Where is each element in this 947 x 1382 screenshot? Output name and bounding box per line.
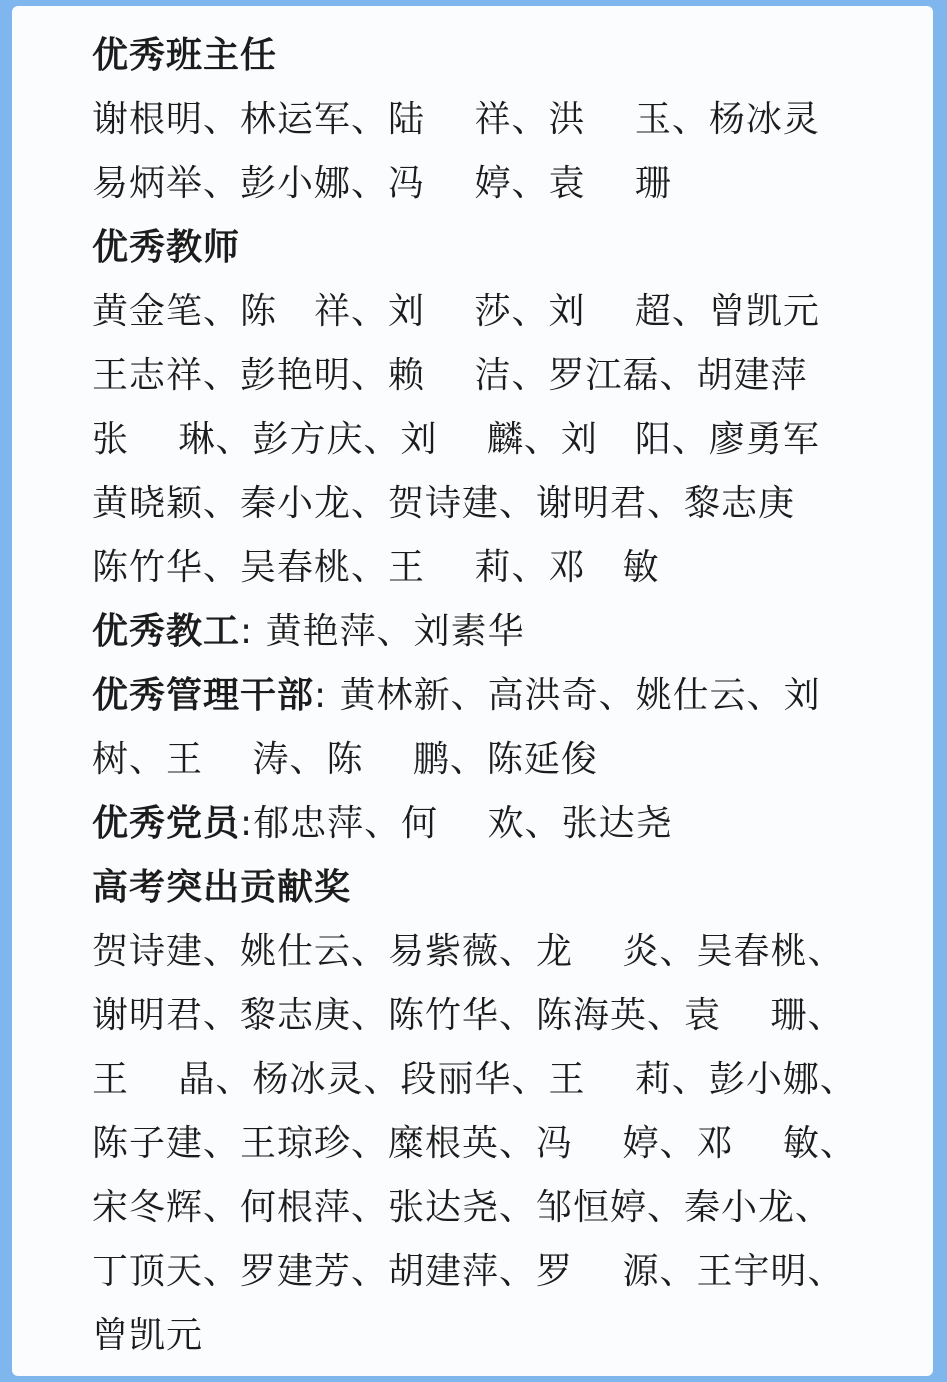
name-line: 易炳举、彭小娜、冯 婷、袁 珊 xyxy=(92,163,672,204)
name-list: : 黄林新、高洪奇、姚仕云、刘 xyxy=(314,675,821,716)
name-line: 丁顶天、罗建芳、胡建萍、罗 源、王宇明、 xyxy=(92,1251,845,1292)
name-list: :郁忠萍、何 欢、张达尧 xyxy=(240,803,673,844)
document-page xyxy=(12,6,933,1376)
name-line: 宋冬辉、何根萍、张达尧、邹恒婷、秦小龙、 xyxy=(92,1187,833,1228)
name-line: 黄金笔、陈 祥、刘 莎、刘 超、曾凯元 xyxy=(92,291,820,332)
name-line: 谢明君、黎志庚、陈竹华、陈海英、袁 珊、 xyxy=(92,995,845,1036)
inline-section-excellent-party-member xyxy=(92,792,912,856)
inline-section-excellent-staff xyxy=(92,600,912,664)
name-line: 贺诗建、姚仕云、易紫薇、龙 炎、吴春桃、 xyxy=(92,931,845,972)
name-line: 黄晓颖、秦小龙、贺诗建、谢明君、黎志庚 xyxy=(92,483,796,524)
name-line: 陈竹华、吴春桃、王 莉、邓 敏 xyxy=(92,547,660,588)
name-list: : 黄艳萍、刘素华 xyxy=(240,611,525,652)
section-heading-excellent-party-member: 优秀党员 xyxy=(92,803,241,844)
award-list xyxy=(92,24,912,1368)
section-heading-excellent-management: 优秀管理干部 xyxy=(92,675,315,716)
section-heading-gaokao-contribution: 高考突出贡献奖 xyxy=(92,867,352,908)
name-line: 陈子建、王琼珍、糜根英、冯 婷、邓 敏、 xyxy=(92,1123,857,1164)
name-line: 张 琳、彭方庆、刘 麟、刘 阳、廖勇军 xyxy=(92,419,820,460)
name-line: 王志祥、彭艳明、赖 洁、罗江磊、胡建萍 xyxy=(92,355,808,396)
name-line: 树、王 涛、陈 鹏、陈延俊 xyxy=(92,739,598,780)
name-line: 曾凯元 xyxy=(92,1315,204,1356)
section-heading-excellent-staff: 优秀教工 xyxy=(92,611,241,652)
inline-section-excellent-management xyxy=(92,664,912,728)
section-heading-excellent-teacher: 优秀教师 xyxy=(92,227,241,268)
name-line: 王 晶、杨冰灵、段丽华、王 莉、彭小娜、 xyxy=(92,1059,857,1100)
name-line: 谢根明、林运军、陆 祥、洪 玉、杨冰灵 xyxy=(92,99,820,140)
section-heading-excellent-class-teacher: 优秀班主任 xyxy=(92,35,278,76)
